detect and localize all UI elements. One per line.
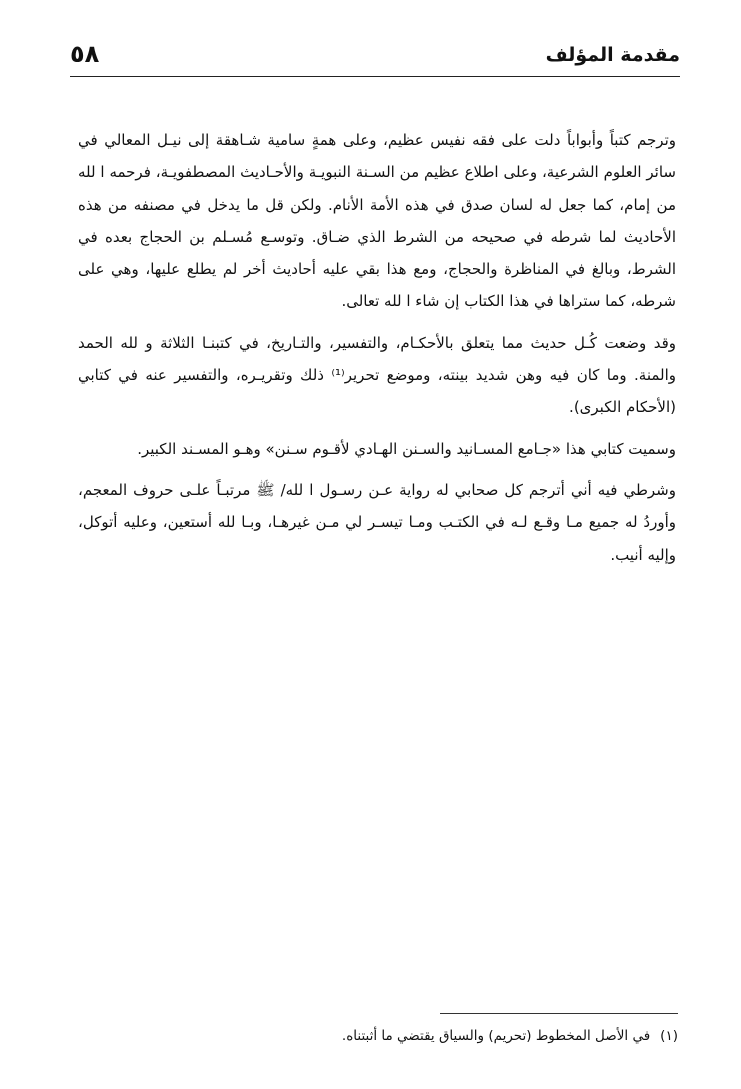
main-text	[78, 124, 676, 571]
footnote-marker: (١)	[660, 1028, 678, 1044]
running-header	[70, 40, 680, 76]
header-divider	[70, 76, 680, 77]
paragraph: وقد وضعت كُـل حديث مما يتعلق بالأحكـام، والتفسير، والتـاريخ، في كتبنـا الثلاثة و لله الحمد والمنة. وما كان فيه وهن شديد بينته، وموضع تحرير⁽¹⁾ ذلك وتقريـره، والتفسير عنه في كتابي (الأحكام الكبرى).	[78, 333, 676, 417]
footnote-text: في الأصل المخطوط (تحريم) والسياق يقتضي ما أثبتناه.	[341, 1028, 651, 1044]
page-number: ٥٨	[70, 40, 100, 68]
footnote-divider	[440, 1013, 678, 1014]
paragraph: وترجم كتباً وأبواباً دلت على فقه نفيس عظيم، وعلى همةٍ سامية شـاهقة إلى نيـل المعالي في سائر العلوم الشرعية، وعلى اطلاع عظيم من السـنة النبويـة والأحـاديث المصطفويـة، فرحمه ا لله من إمام، كما جعل له لسان صدق في هذه الأمة الأنام. ولكن قل ما يدخل في مصنفه من هذه الأحاديث لما شرطه في صحيحه من الشرط الذي ضـاق. وتوسـع مُسـلم بن الحجاج بعده في الشرط، وبالغ في المناظرة والحجاج، ومع هذا بقي عليه أحاديث أخر لم يطلع عليها، وهي على شرطه، كما ستراها في هذا الكتاب إن شاء ا لله تعالى.	[78, 131, 676, 311]
paragraph: وسميت كتابي هذا «جـامع المسـانيد والسـنن الهـادي لأقـوم سـنن» وهـو المسـند الكبير.	[137, 439, 676, 458]
paragraph: وشرطي فيه أني أترجم كل صحابي له رواية عـن رسـول ا لله/ ﷺ مرتبـاً علـى حروف المعجم، وأوردُ له جميع مـا وقـع لـه في الكتـب ومـا تيسـر لي مـن غيرهـا، وبـا لله أستعين، وعليه أتوكل، وإليه أنيب.	[78, 480, 676, 564]
footnote	[90, 1024, 678, 1048]
chapter-title: مقدمة المؤلف	[545, 44, 680, 66]
